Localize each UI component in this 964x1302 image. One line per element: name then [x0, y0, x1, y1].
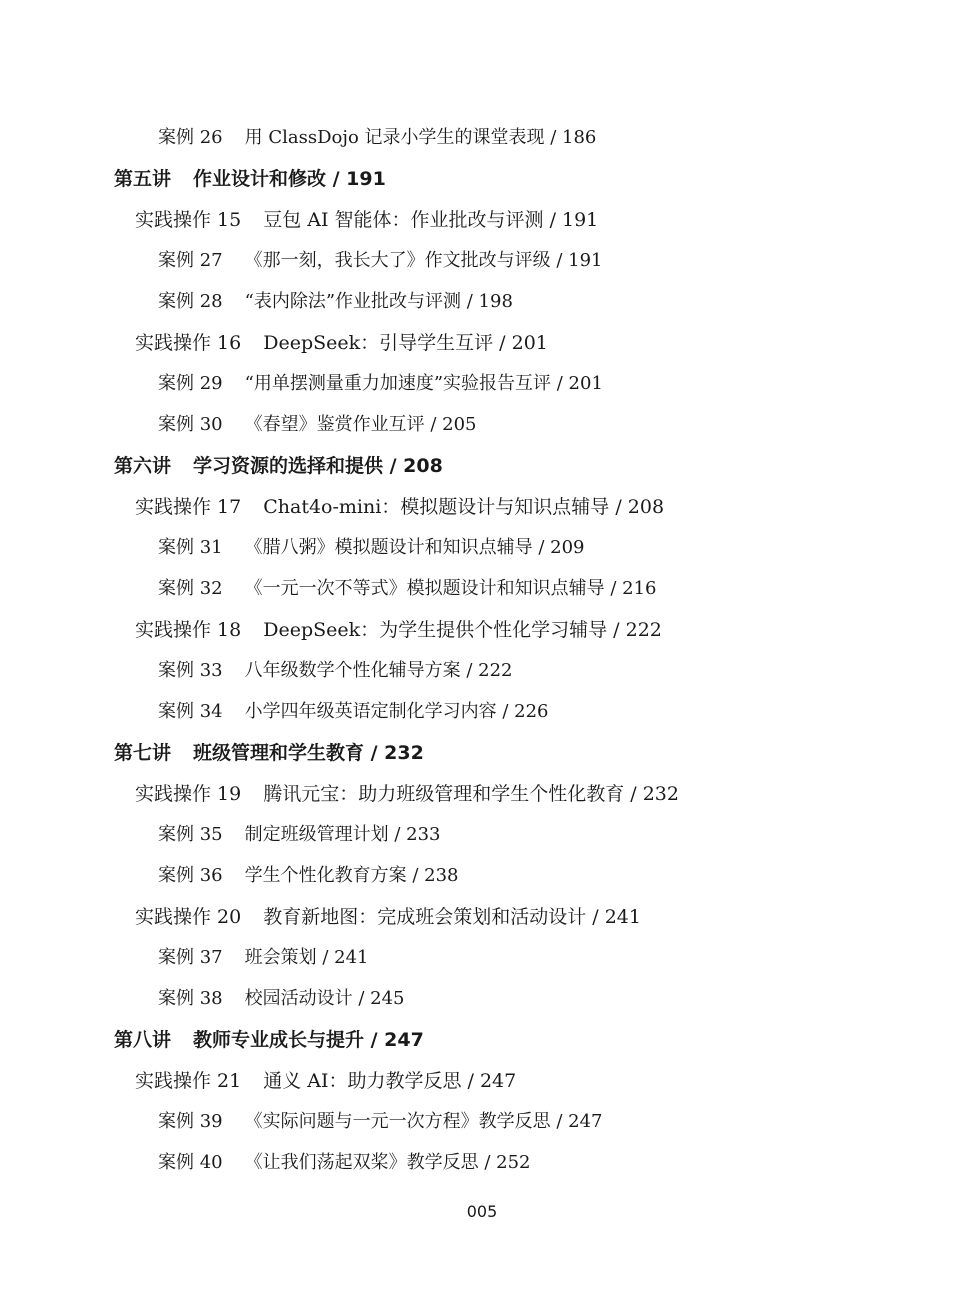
toc-entry-case: [158, 536, 585, 560]
entry-title: 《一元一次不等式》模拟题设计和知识点辅导 / 216: [244, 578, 657, 599]
toc-entry-practice: [135, 495, 664, 519]
toc-entry-case: [158, 946, 369, 970]
entry-label: 实践操作 18: [135, 619, 242, 641]
entry-title: 《腊八粥》模拟题设计和知识点辅导 / 209: [244, 537, 585, 558]
entry-title: 《实际问题与一元一次方程》教学反思 / 247: [244, 1111, 603, 1132]
entry-label: 案例 35: [158, 824, 223, 845]
toc-entry-case: [158, 1110, 603, 1134]
entry-label: 案例 37: [158, 947, 223, 968]
entry-label: 实践操作 21: [135, 1070, 242, 1092]
toc-entry-practice: [135, 331, 548, 355]
toc-entry-case: [158, 372, 603, 396]
entry-title: 小学四年级英语定制化学习内容 / 226: [244, 701, 549, 722]
entry-label: 案例 38: [158, 988, 223, 1009]
page-number: 005: [466, 1202, 498, 1221]
entry-label: 实践操作 16: [135, 332, 242, 354]
toc-entry-case: [158, 823, 441, 847]
entry-title: 《那一刻，我长大了》作文批改与评级 / 191: [244, 250, 603, 271]
entry-title: 豆包 AI 智能体：作业批改与评测 / 191: [263, 209, 599, 231]
toc-entry-case: [158, 1151, 531, 1175]
entry-title: “表内除法”作业批改与评测 / 198: [244, 291, 513, 312]
entry-label: 案例 39: [158, 1111, 223, 1132]
toc-entry-case: [158, 864, 459, 888]
entry-label: 第六讲: [114, 455, 172, 477]
entry-title: 学习资源的选择和提供 / 208: [193, 455, 443, 477]
entry-title: “用单摆测量重力加速度”实验报告互评 / 201: [244, 373, 603, 394]
toc-entry-chapter: [114, 454, 443, 478]
entry-label: 案例 32: [158, 578, 223, 599]
entry-label: 案例 34: [158, 701, 223, 722]
entry-label: 案例 31: [158, 537, 223, 558]
toc-entry-case: [158, 987, 405, 1011]
toc-entry-practice: [135, 618, 662, 642]
toc-entry-case: [158, 659, 513, 683]
entry-title: 用 ClassDojo 记录小学生的课堂表现 / 186: [244, 127, 597, 148]
entry-title: 校园活动设计 / 245: [244, 988, 405, 1009]
toc-entry-practice: [135, 1069, 516, 1093]
toc-entry-chapter: [114, 167, 386, 191]
entry-title: Chat4o-mini：模拟题设计与知识点辅导 / 208: [263, 496, 665, 518]
entry-label: 案例 40: [158, 1152, 223, 1173]
entry-label: 案例 26: [158, 127, 223, 148]
entry-label: 第八讲: [114, 1029, 172, 1051]
entry-label: 案例 29: [158, 373, 223, 394]
entry-title: 班级管理和学生教育 / 232: [193, 742, 424, 764]
entry-label: 实践操作 20: [135, 906, 242, 928]
entry-title: 八年级数学个性化辅导方案 / 222: [244, 660, 513, 681]
entry-label: 案例 27: [158, 250, 223, 271]
entry-label: 案例 30: [158, 414, 223, 435]
entry-title: 《春望》鉴赏作业互评 / 205: [244, 414, 477, 435]
entry-label: 案例 33: [158, 660, 223, 681]
toc-entry-case: [158, 290, 513, 314]
entry-title: 教师专业成长与提升 / 247: [193, 1029, 424, 1051]
entry-title: 腾讯元宝：助力班级管理和学生个性化教育 / 232: [263, 783, 679, 805]
toc-entry-practice: [135, 208, 598, 232]
entry-title: 学生个性化教育方案 / 238: [244, 865, 459, 886]
entry-label: 实践操作 17: [135, 496, 242, 518]
entry-title: 通义 AI：助力教学反思 / 247: [263, 1070, 517, 1092]
entry-label: 第五讲: [114, 168, 172, 190]
entry-title: DeepSeek：为学生提供个性化学习辅导 / 222: [263, 619, 662, 641]
toc-entry-case: [158, 413, 477, 437]
toc-entry-practice: [135, 782, 679, 806]
entry-label: 实践操作 19: [135, 783, 242, 805]
toc-entry-case: [158, 700, 549, 724]
entry-title: 作业设计和修改 / 191: [193, 168, 386, 190]
toc-entry-case: [158, 126, 596, 150]
toc-entry-practice: [135, 905, 641, 929]
entry-title: 制定班级管理计划 / 233: [244, 824, 441, 845]
entry-label: 第七讲: [114, 742, 172, 764]
entry-title: 班会策划 / 241: [244, 947, 369, 968]
toc-entry-chapter: [114, 741, 424, 765]
entry-title: 教育新地图：完成班会策划和活动设计 / 241: [263, 906, 641, 928]
toc-entry-case: [158, 577, 657, 601]
entry-title: 《让我们荡起双桨》教学反思 / 252: [244, 1152, 531, 1173]
entry-label: 案例 28: [158, 291, 223, 312]
toc-entry-chapter: [114, 1028, 424, 1052]
entry-title: DeepSeek：引导学生互评 / 201: [263, 332, 548, 354]
toc-entry-case: [158, 249, 603, 273]
entry-label: 案例 36: [158, 865, 223, 886]
entry-label: 实践操作 15: [135, 209, 242, 231]
